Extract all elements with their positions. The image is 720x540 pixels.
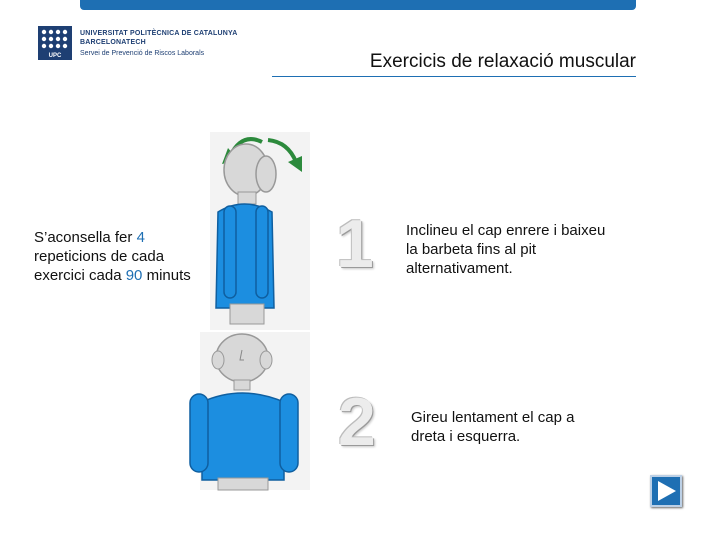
recommendation-note <box>34 228 194 285</box>
next-slide-button[interactable] <box>650 475 682 507</box>
page-title: Exercicis de relaxació muscular <box>369 51 636 72</box>
institution-line-2: BARCELONATECH <box>80 39 146 46</box>
note-suffix: minuts <box>142 267 191 284</box>
step-1-instruction: Inclineu el cap enrere i baixeu la barbeta fins al pit alternativament. <box>406 222 606 277</box>
step-number-1: 1 <box>336 206 374 282</box>
department-name: Servei de Prevenció de Riscos Laborals <box>80 50 205 57</box>
head-turn-figure-illustration <box>180 330 310 492</box>
top-accent-bar <box>80 0 636 10</box>
institution-name <box>80 29 237 58</box>
upc-logo-icon <box>38 26 72 60</box>
title-divider <box>272 76 636 77</box>
step-2-instruction: Gireu lentament el cap a dreta i esquerra. <box>411 409 575 445</box>
repetitions-count: 4 <box>136 229 145 246</box>
logo-mark-text: UPC <box>48 53 62 59</box>
note-middle: repeticions de cada exercici cada <box>34 248 165 284</box>
minutes-count: 90 <box>125 267 143 284</box>
note-prefix: S’aconsella fer <box>34 229 137 246</box>
play-triangle-icon <box>652 477 680 505</box>
head-tilt-figure-illustration <box>180 128 310 330</box>
step-number-2: 2 <box>338 384 376 460</box>
institution-line-1: UNIVERSITAT POLITÈCNICA DE CATALUNYA <box>80 30 238 37</box>
